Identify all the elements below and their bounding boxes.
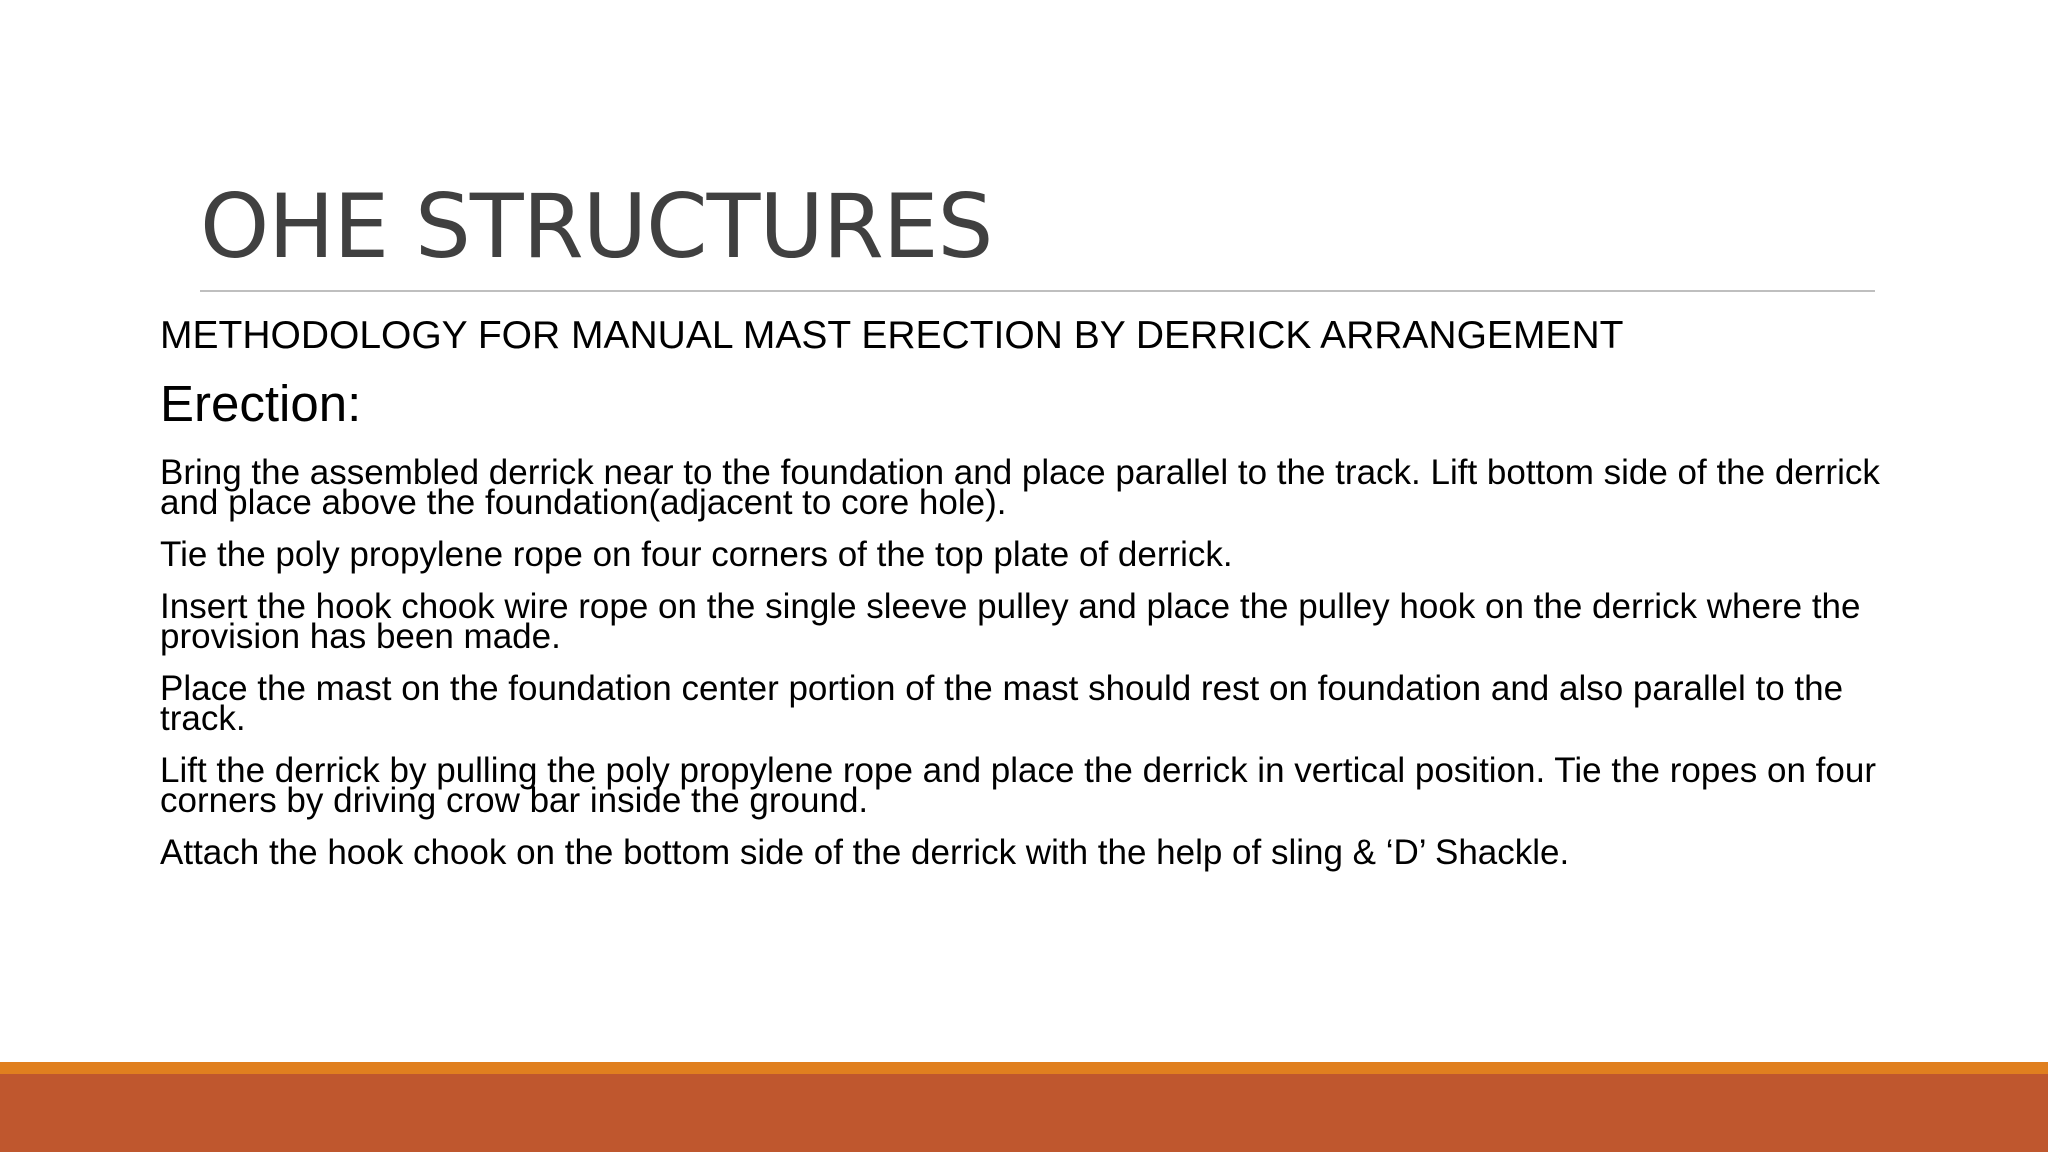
slide-title: OHE STRUCTURES [200, 175, 993, 278]
slide-subtitle: METHODOLOGY FOR MANUAL MAST ERECTION BY DERRICK ARRANGEMENT [160, 314, 1624, 357]
footer-accent-stripe [0, 1062, 2048, 1074]
paragraph-1: Bring the assembled derrick near to the foundation and place parallel to the track. Lift bottom side of the derrick and place above the foundation(adjacent to core hole). [160, 453, 1880, 522]
section-heading: Erection: [160, 375, 362, 432]
paragraph-5: Lift the derrick by pulling the poly propylene rope and place the derrick in vertical position. Tie the ropes on four corners by driving crow bar inside the ground. [160, 751, 1876, 820]
paragraph-2: Tie the poly propylene rope on four corners of the top plate of derrick. [160, 535, 1233, 574]
paragraph-3: Insert the hook chook wire rope on the single sleeve pulley and place the pulley hook on the derrick where the provision has been made. [160, 587, 1861, 656]
title-divider [200, 290, 1875, 292]
paragraph-4: Place the mast on the foundation center portion of the mast should rest on foundation and also parallel to the track. [160, 669, 1844, 738]
footer-bar [0, 1074, 2048, 1152]
slide-content [160, 310, 1880, 890]
paragraph-6: Attach the hook chook on the bottom side of the derrick with the help of sling & ‘D’ Shackle. [160, 833, 1570, 872]
